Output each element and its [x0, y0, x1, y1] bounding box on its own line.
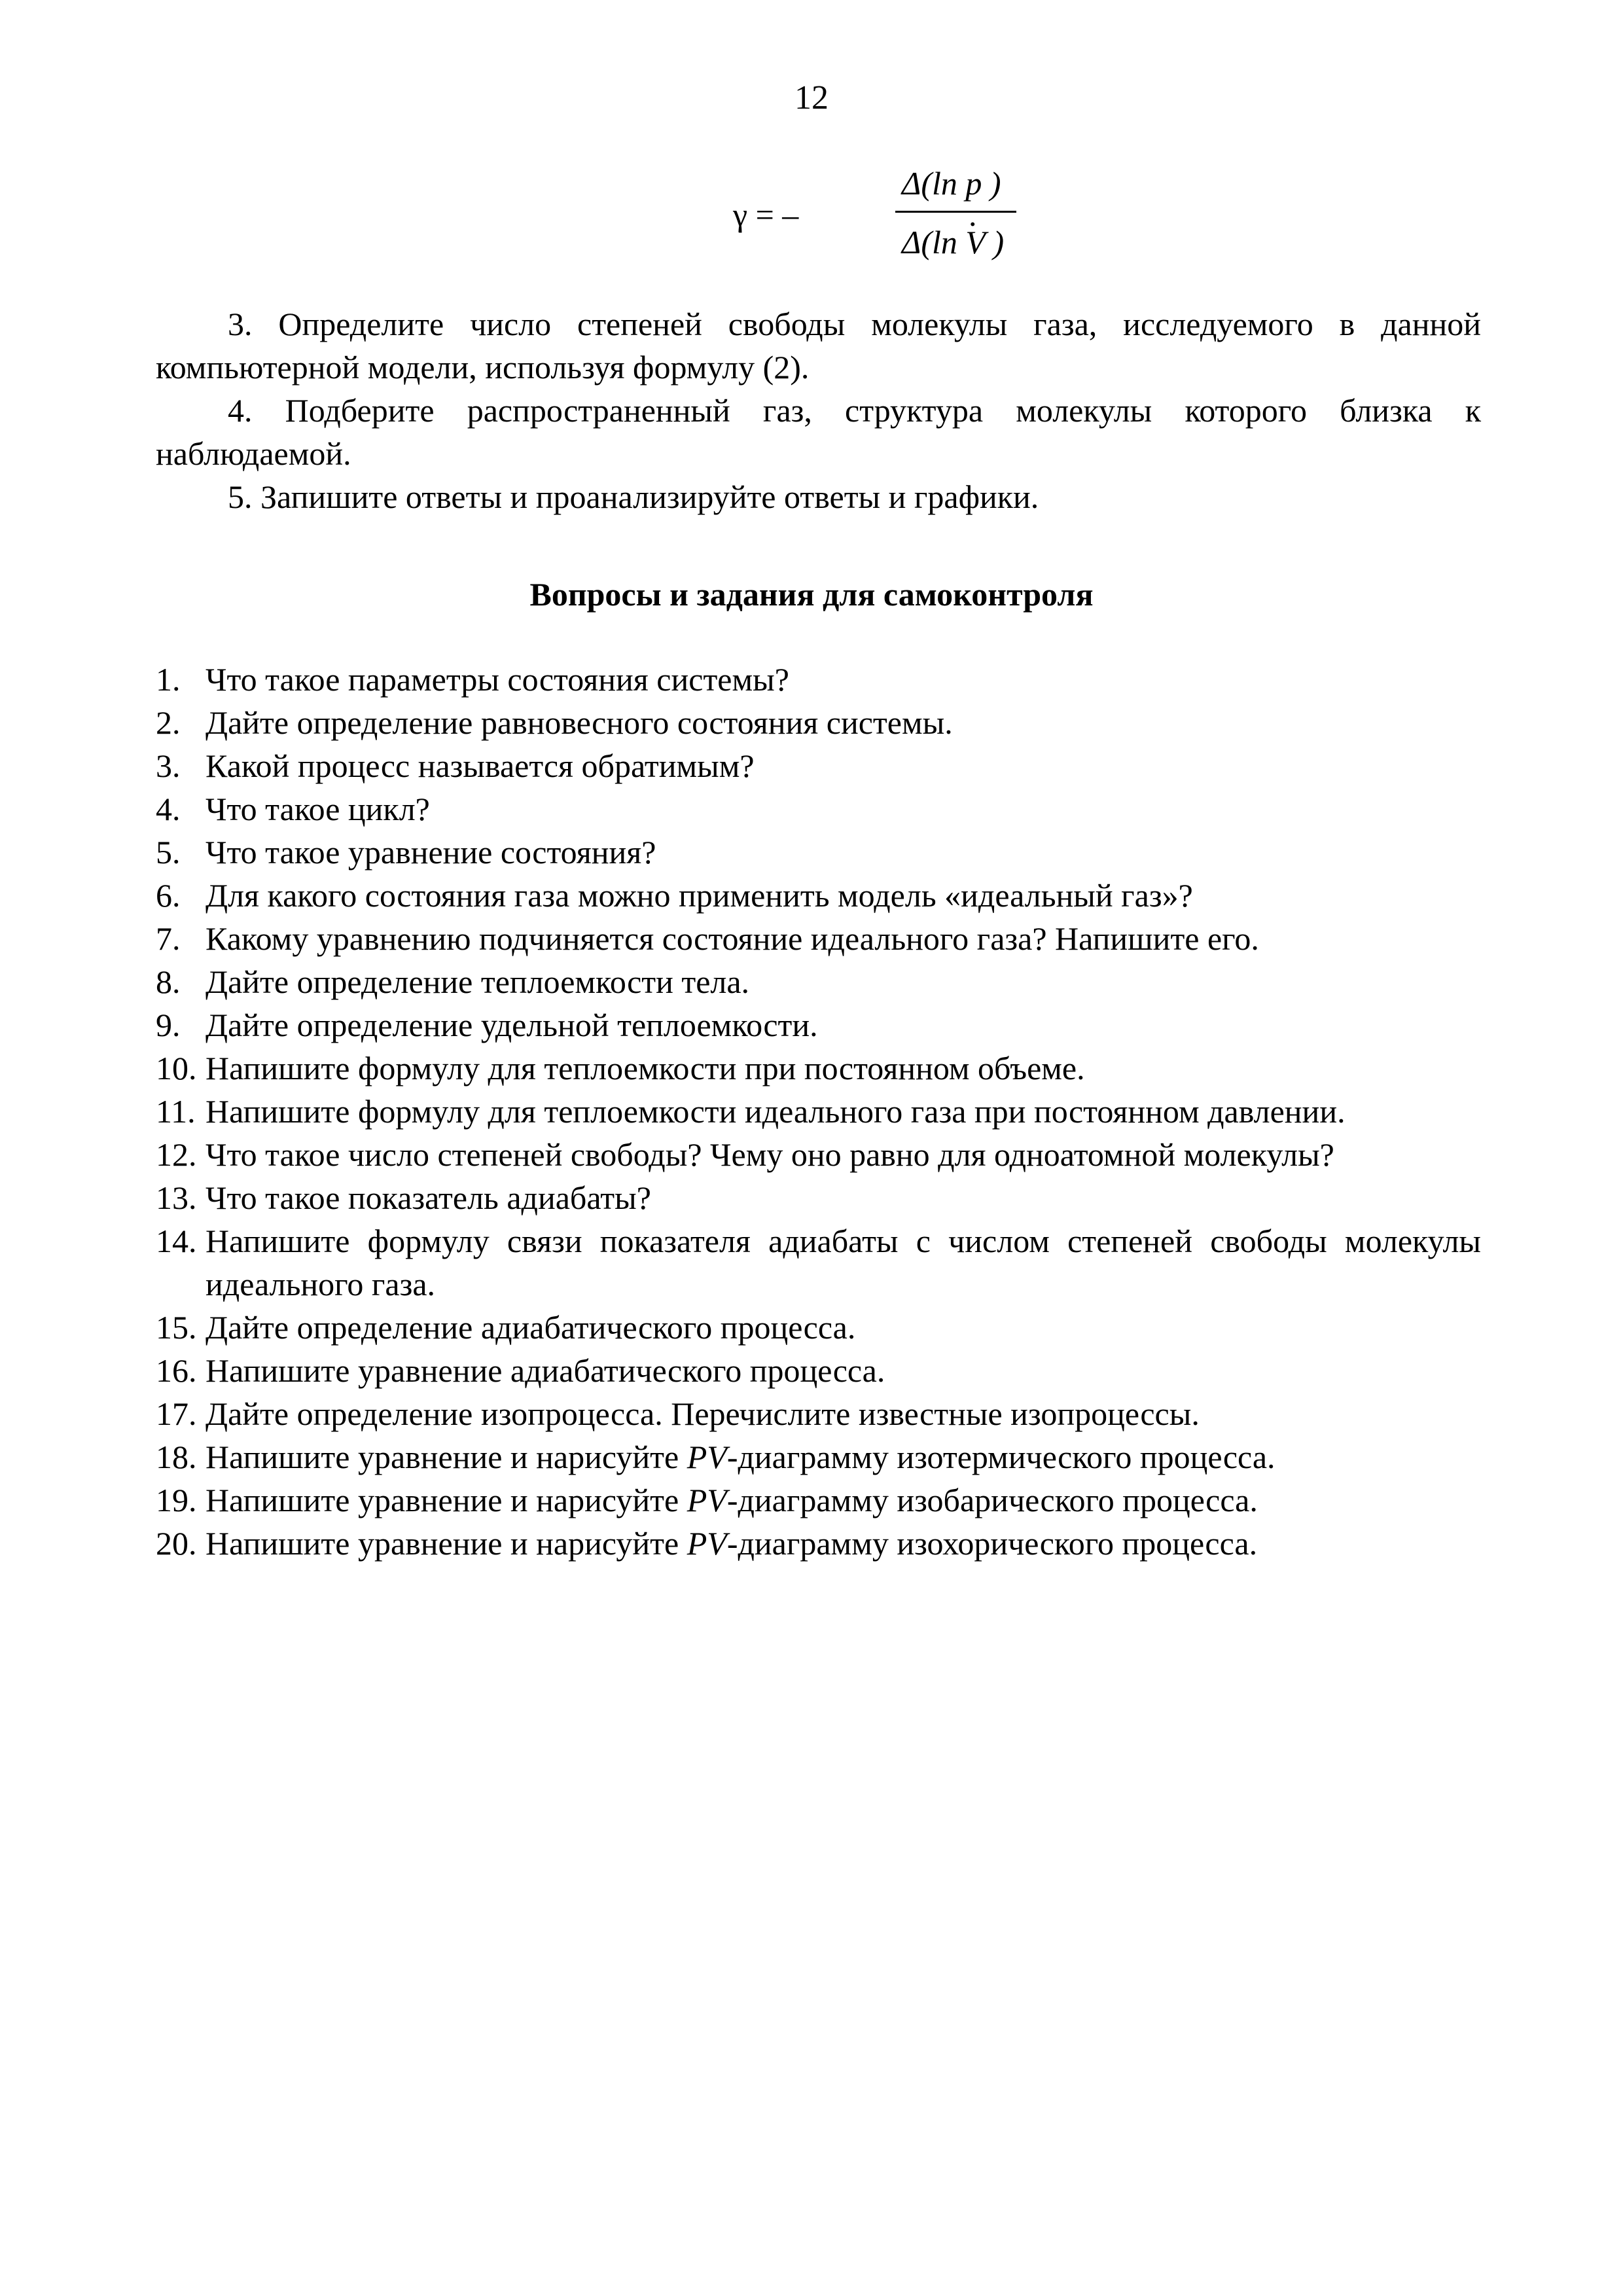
task-steps: [156, 302, 1481, 518]
question-number: 14.: [156, 1223, 197, 1259]
step-item: 3. Определите число степеней свободы молекулы газа, исследуемого в данной компьютерной модели, используя формулу (2).: [156, 306, 1481, 386]
pv-symbol: PV: [687, 1439, 727, 1475]
question-text-end: -диаграмму изобарического процесса.: [726, 1482, 1258, 1518]
list-item: [156, 1392, 1481, 1435]
question-text: Напишите формулу для теплоемкости при постоянном объеме.: [205, 1050, 1085, 1086]
question-text: Что такое цикл?: [205, 791, 430, 827]
list-item: [156, 1176, 1481, 1219]
page-number: 12: [794, 79, 829, 117]
question-number: 19.: [156, 1482, 197, 1518]
list-item: [156, 917, 1481, 960]
list-item: [156, 658, 1481, 701]
formula-numerator: Δ(ln p ): [902, 165, 1001, 202]
question-number: 5.: [156, 834, 181, 870]
question-text-end: -диаграмму изохорического процесса.: [726, 1525, 1258, 1562]
question-number: 15.: [156, 1309, 197, 1346]
formula-lhs: γ = –: [733, 196, 799, 233]
list-item: [156, 701, 1481, 744]
list-item: [156, 1047, 1481, 1090]
list-item: [156, 960, 1481, 1003]
list-item: [156, 1133, 1481, 1176]
question-text-end: -диаграмму изотермического процесса.: [726, 1439, 1275, 1475]
list-item: [156, 1349, 1481, 1392]
question-text: Напишите формулу для теплоемкости идеального газа при постоянном давлении.: [205, 1093, 1346, 1130]
step-item: 5. Запишите ответы и проанализируйте ответы и графики.: [228, 478, 1039, 515]
question-number: 11.: [156, 1093, 196, 1130]
question-number: 10.: [156, 1050, 197, 1086]
question-number: 1.: [156, 661, 181, 698]
adiabatic-index-formula: [733, 164, 1005, 262]
question-text: Какому уравнению подчиняется состояние идеального газа? Напишите его.: [205, 920, 1259, 957]
section-title: Вопросы и задания для самоконтроля: [529, 576, 1094, 613]
list-item: [156, 1003, 1481, 1047]
question-text: Что такое параметры состояния системы?: [205, 661, 789, 698]
question-number: 4.: [156, 791, 181, 827]
formula-fraction: [830, 164, 1026, 262]
question-text: [205, 1479, 1481, 1522]
question-text: Дайте определение удельной теплоемкости.: [205, 1007, 818, 1043]
question-list: [156, 658, 1481, 1565]
question-text: Что такое уравнение состояния?: [205, 834, 656, 870]
question-number: 9.: [156, 1007, 181, 1043]
fraction-bar: [895, 211, 1016, 213]
question-text: [205, 1522, 1481, 1565]
formula-denominator: Δ(ln V ): [902, 224, 1005, 260]
list-item: [156, 1306, 1481, 1349]
question-number: 2.: [156, 704, 181, 741]
question-text: Какой процесс называется обратимым?: [205, 747, 755, 784]
question-number: 16.: [156, 1352, 197, 1389]
question-text-start: Напишите уравнение и нарисуйте: [205, 1482, 687, 1518]
question-number: 20.: [156, 1525, 197, 1562]
step-item: 4. Подберите распространенный газ, структура молекулы которого близка к наблюдаемой.: [156, 392, 1481, 472]
question-number: 13.: [156, 1179, 197, 1216]
question-text: Напишите формулу связи показателя адиабаты с числом степеней свободы молекулы идеального газа.: [205, 1223, 1481, 1302]
question-number: 3.: [156, 747, 181, 784]
list-item: [156, 787, 1481, 831]
pv-symbol: PV: [687, 1525, 727, 1562]
list-item: [156, 1090, 1481, 1133]
question-text: Дайте определение адиабатического процесса.: [205, 1309, 856, 1346]
question-text: Что такое число степеней свободы? Чему оно равно для одноатомной молекулы?: [205, 1136, 1334, 1173]
list-item: [156, 744, 1481, 787]
question-number: 7.: [156, 920, 181, 957]
question-text: Что такое показатель адиабаты?: [205, 1179, 651, 1216]
question-text: [205, 1435, 1481, 1479]
question-text-start: Напишите уравнение и нарисуйте: [205, 1525, 687, 1562]
list-item: [156, 831, 1481, 874]
formula-period: .: [969, 196, 977, 233]
list-item: [156, 1479, 1481, 1522]
question-text: Дайте определение равновесного состояния системы.: [205, 704, 953, 741]
question-number: 18.: [156, 1439, 197, 1475]
question-number: 12.: [156, 1136, 197, 1173]
question-text: Напишите уравнение адиабатического процесса.: [205, 1352, 885, 1389]
question-number: 8.: [156, 963, 181, 1000]
question-text: Дайте определение теплоемкости тела.: [205, 963, 750, 1000]
question-number: 6.: [156, 877, 181, 914]
question-number: 17.: [156, 1395, 197, 1432]
question-text: Дайте определение изопроцесса. Перечислите известные изопроцессы.: [205, 1395, 1200, 1432]
list-item: [156, 1435, 1481, 1479]
question-text: Для какого состояния газа можно применить модель «идеальный газ»?: [205, 877, 1193, 914]
pv-symbol: PV: [687, 1482, 727, 1518]
list-item: [156, 1522, 1481, 1565]
question-text-start: Напишите уравнение и нарисуйте: [205, 1439, 687, 1475]
list-item: [156, 1219, 1481, 1306]
list-item: [156, 874, 1481, 917]
